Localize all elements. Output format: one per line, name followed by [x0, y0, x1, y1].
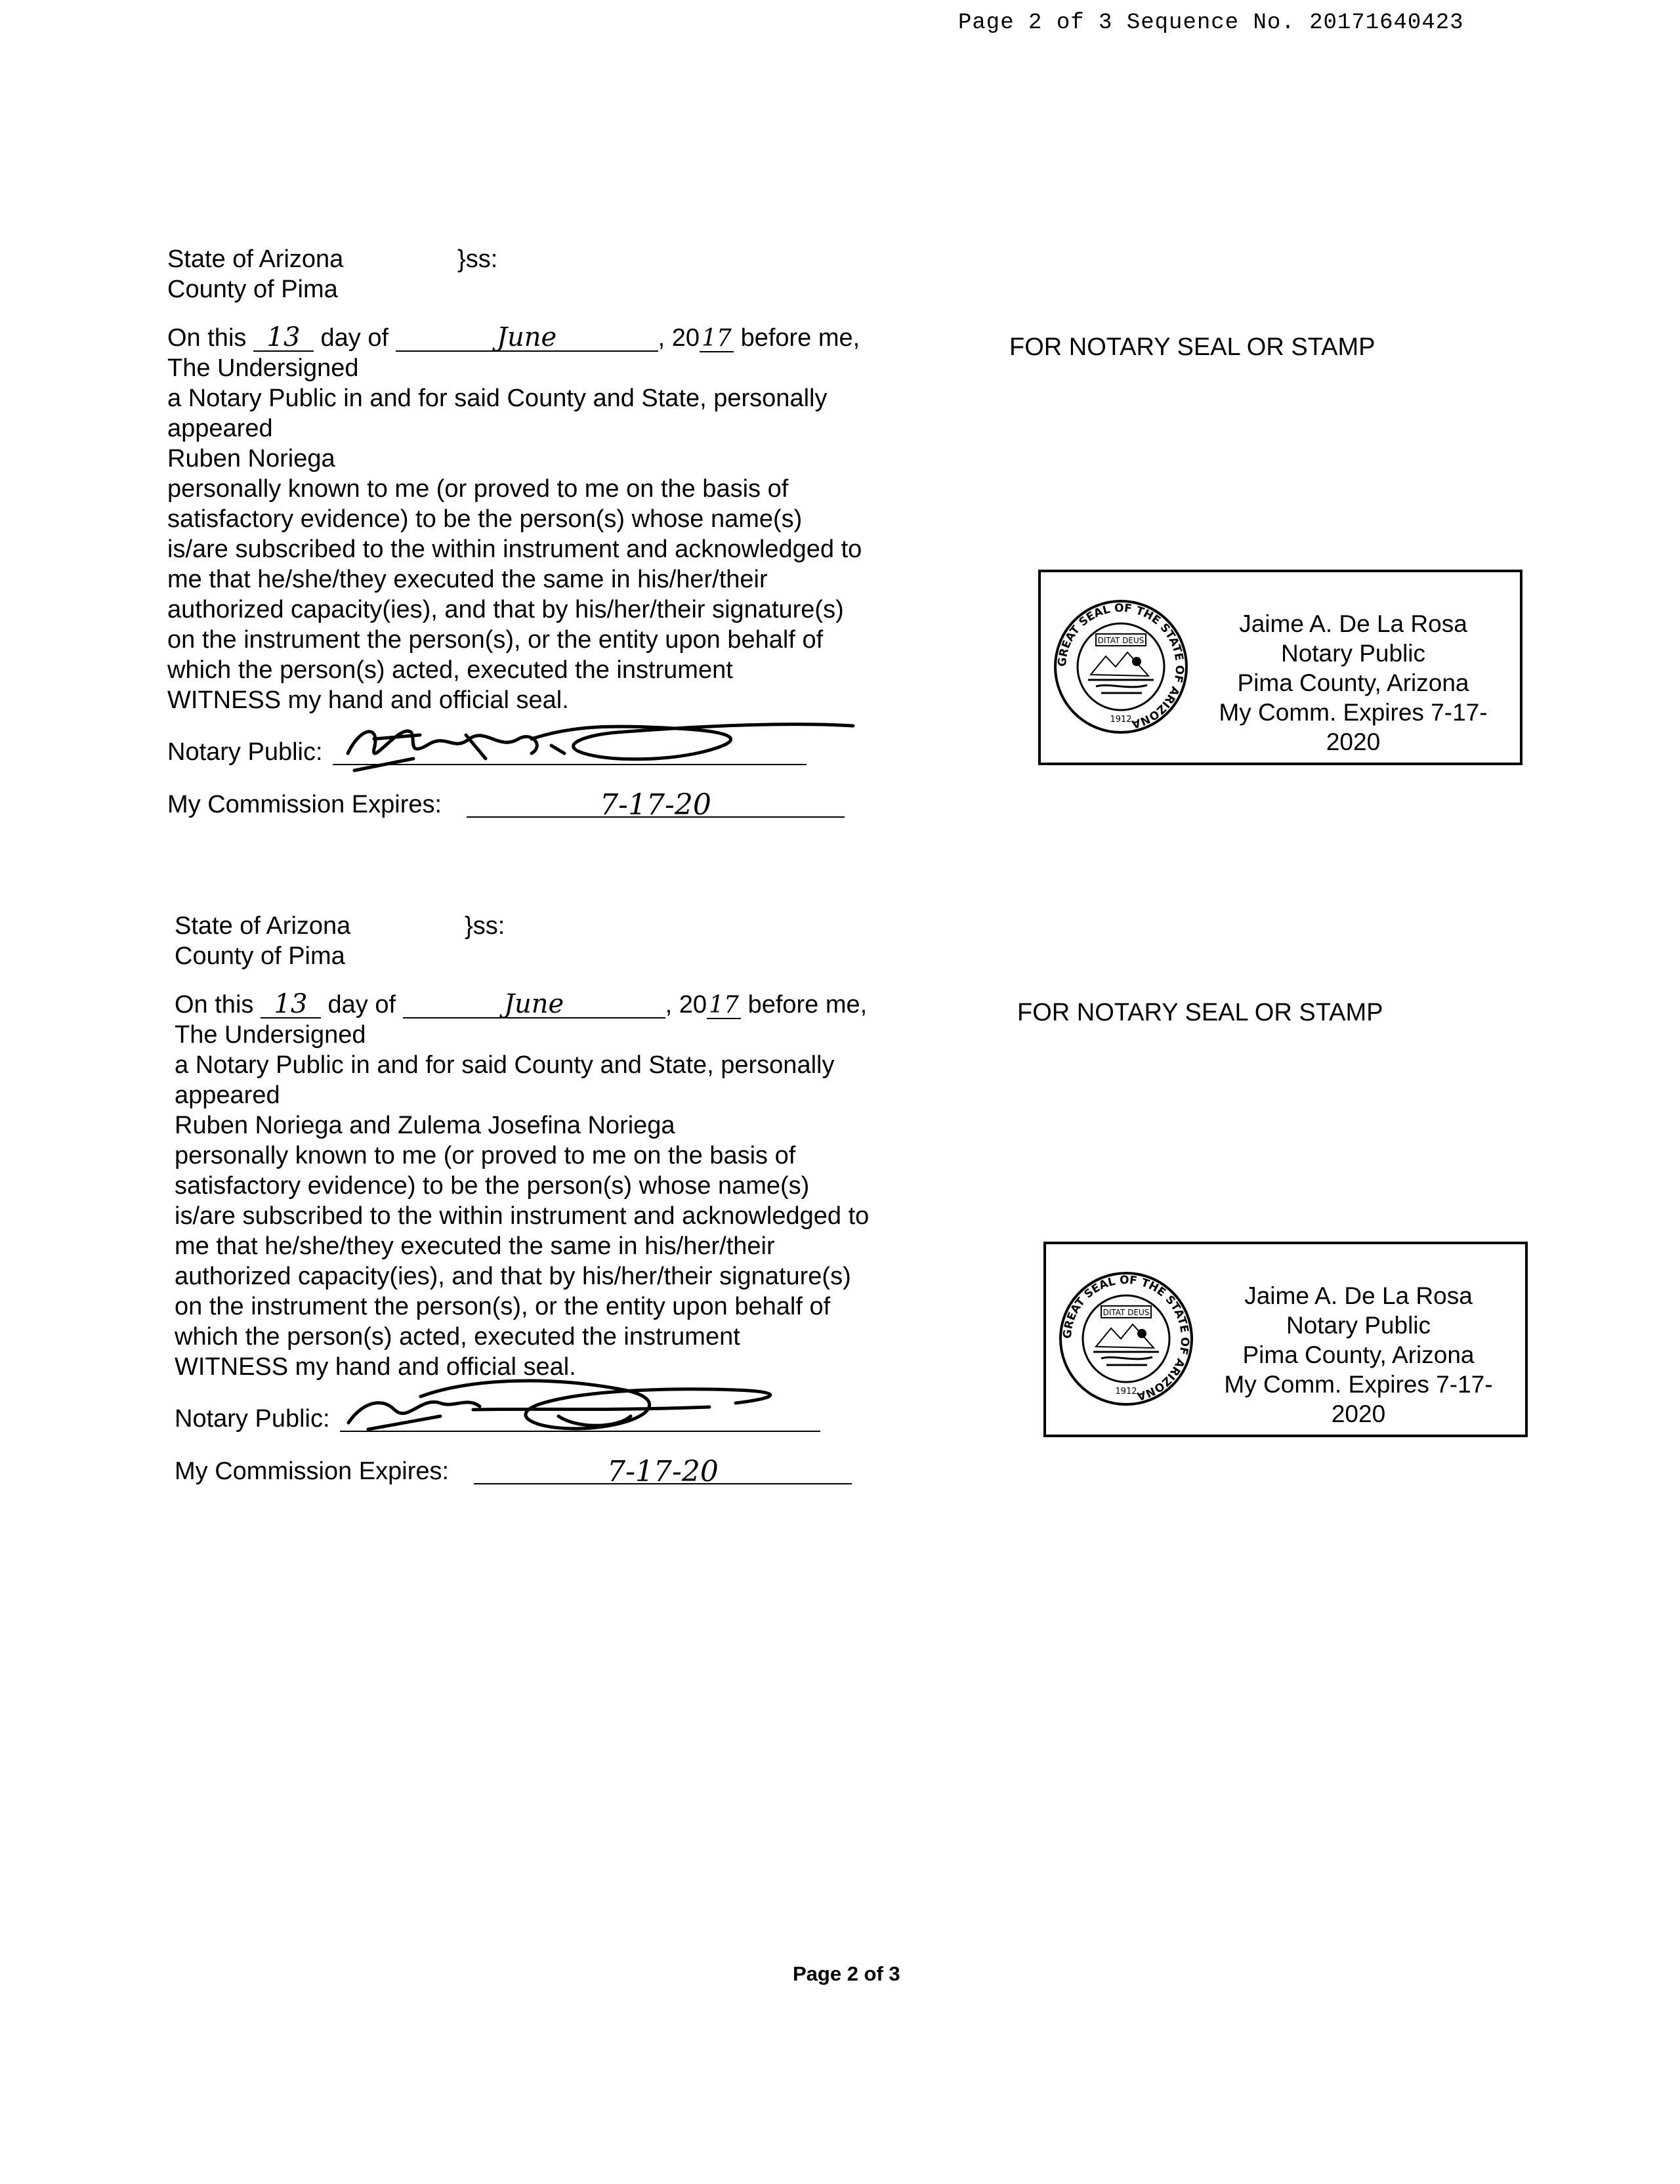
witness-line: WITNESS my hand and official seal. [175, 1353, 576, 1381]
ss-mark: }ss: [457, 245, 498, 273]
day-of-label: day of [327, 991, 396, 1018]
body-line: on the instrument the person(s), or the entity upon behalf of [175, 1293, 831, 1320]
notary-signature-row [175, 1396, 962, 1433]
day-of-label: day of [320, 324, 389, 352]
notary-public-label: Notary Public: [175, 1405, 330, 1433]
day-field [261, 991, 321, 1018]
body-line: satisfactory evidence) to be the person(s) whose name(s) [167, 505, 803, 533]
handwritten-signature [335, 713, 906, 776]
stamp-text [1196, 609, 1511, 757]
body-line: me that he/she/they executed the same in his/her/their [167, 566, 768, 593]
day-handwritten: 13 [266, 322, 301, 352]
page-header: Page 2 of 3 Sequence No. 20171640423 [958, 10, 1464, 35]
commission-handwritten: 7-17-20 [607, 1455, 719, 1488]
notary-statement-line: a Notary Public in and for said County and State, personally [175, 1051, 835, 1079]
year-handwritten: 17 [702, 325, 732, 352]
commission-field [474, 1450, 852, 1488]
commission-row [175, 1452, 962, 1486]
month-handwritten: June [503, 989, 564, 1019]
day-handwritten: 13 [274, 989, 308, 1019]
notary-acknowledgment-1 [167, 244, 955, 822]
body-line: is/are subscribed to the within instrument and acknowledged to [167, 536, 862, 563]
stamp-expires: My Comm. Expires 7-17-2020 [1219, 699, 1488, 755]
year-field [707, 992, 741, 1019]
county-line: County of Pima [175, 942, 345, 970]
appeared-line: appeared [167, 415, 273, 442]
ss-mark: }ss: [465, 912, 505, 940]
body-line: satisfactory evidence) to be the person(s) whose name(s) [175, 1172, 810, 1200]
year-handwritten: 17 [709, 992, 739, 1018]
notary-statement-line: a Notary Public in and for said County and State, personally [167, 385, 828, 412]
stamp-notary-name: Jaime A. De La Rosa [1244, 1282, 1473, 1309]
seal-motto: DITAT DEUS [1102, 1308, 1150, 1317]
year-prefix: , 20 [665, 991, 707, 1018]
on-this-label: On this [175, 991, 254, 1018]
before-me-label: before me, [740, 324, 860, 352]
appearing-names: Ruben Noriega [167, 445, 335, 472]
witness-line: WITNESS my hand and official seal. [167, 686, 569, 714]
seal-motto: DITAT DEUS [1097, 636, 1144, 645]
body-line: me that he/she/they executed the same in his/her/their [175, 1232, 775, 1260]
body-line: which the person(s) acted, executed the instrument [175, 1323, 740, 1351]
month-handwritten: June [496, 322, 557, 352]
undersigned-line: The Undersigned [175, 1021, 366, 1049]
commission-label: My Commission Expires: [175, 1458, 450, 1485]
seal-ring-text: GREAT SEAL OF THE STATE OF ARIZONA [1060, 1273, 1192, 1403]
seal-year: 1912 [1115, 1387, 1137, 1396]
county-line: County of Pima [167, 276, 338, 303]
state-line: State of Arizona [167, 245, 344, 273]
arizona-seal-icon [1055, 1268, 1197, 1410]
body-line: authorized capacity(ies), and that by his/her/their signature(s) [175, 1263, 851, 1290]
stamp-county: Pima County, Arizona [1242, 1341, 1475, 1368]
commission-label: My Commission Expires: [167, 791, 442, 818]
month-field [403, 991, 665, 1018]
commission-row [167, 785, 955, 822]
body-line: personally known to me (or proved to me on the basis of [175, 1142, 796, 1169]
stamp-expires: My Comm. Expires 7-17-2020 [1224, 1371, 1493, 1427]
notary-stamp [1043, 1242, 1528, 1437]
commission-handwritten: 7-17-20 [600, 788, 711, 822]
notary-stamp [1038, 570, 1522, 765]
page-footer: Page 2 of 3 [793, 1962, 900, 1985]
state-line: State of Arizona [175, 912, 351, 940]
arizona-seal-icon [1050, 596, 1192, 738]
on-this-label: On this [167, 324, 247, 352]
seal-ring-text: GREAT SEAL OF THE STATE OF ARIZONA [1055, 601, 1186, 731]
handwritten-signature [342, 1370, 919, 1442]
appeared-line: appeared [175, 1082, 280, 1109]
seal-label: FOR NOTARY SEAL OR STAMP [1009, 333, 1376, 361]
month-field [396, 324, 658, 352]
body-line: personally known to me (or proved to me on the basis of [167, 475, 789, 503]
stamp-text [1201, 1281, 1516, 1429]
notary-public-label: Notary Public: [167, 738, 323, 766]
year-field [700, 325, 734, 352]
day-field [253, 324, 314, 352]
appearing-names: Ruben Noriega and Zulema Josefina Noriega [175, 1112, 675, 1139]
notary-acknowledgment-2 [175, 911, 962, 1486]
body-line: on the instrument the person(s), or the entity upon behalf of [167, 626, 824, 654]
year-prefix: , 20 [658, 324, 700, 352]
stamp-title: Notary Public [1280, 640, 1426, 667]
body-line: authorized capacity(ies), and that by his/her/their signature(s) [167, 596, 844, 623]
body-line: is/are subscribed to the within instrument and acknowledged to [175, 1202, 870, 1230]
notary-signature-row [167, 730, 955, 766]
stamp-notary-name: Jaime A. De La Rosa [1239, 610, 1467, 637]
before-me-label: before me, [747, 991, 868, 1018]
stamp-title: Notary Public [1286, 1312, 1431, 1339]
commission-field [467, 783, 845, 822]
undersigned-line: The Undersigned [167, 354, 359, 382]
stamp-county: Pima County, Arizona [1237, 669, 1469, 696]
body-line: which the person(s) acted, executed the instrument [167, 656, 733, 684]
seal-year: 1912 [1110, 715, 1132, 724]
seal-label: FOR NOTARY SEAL OR STAMP [1017, 999, 1383, 1026]
